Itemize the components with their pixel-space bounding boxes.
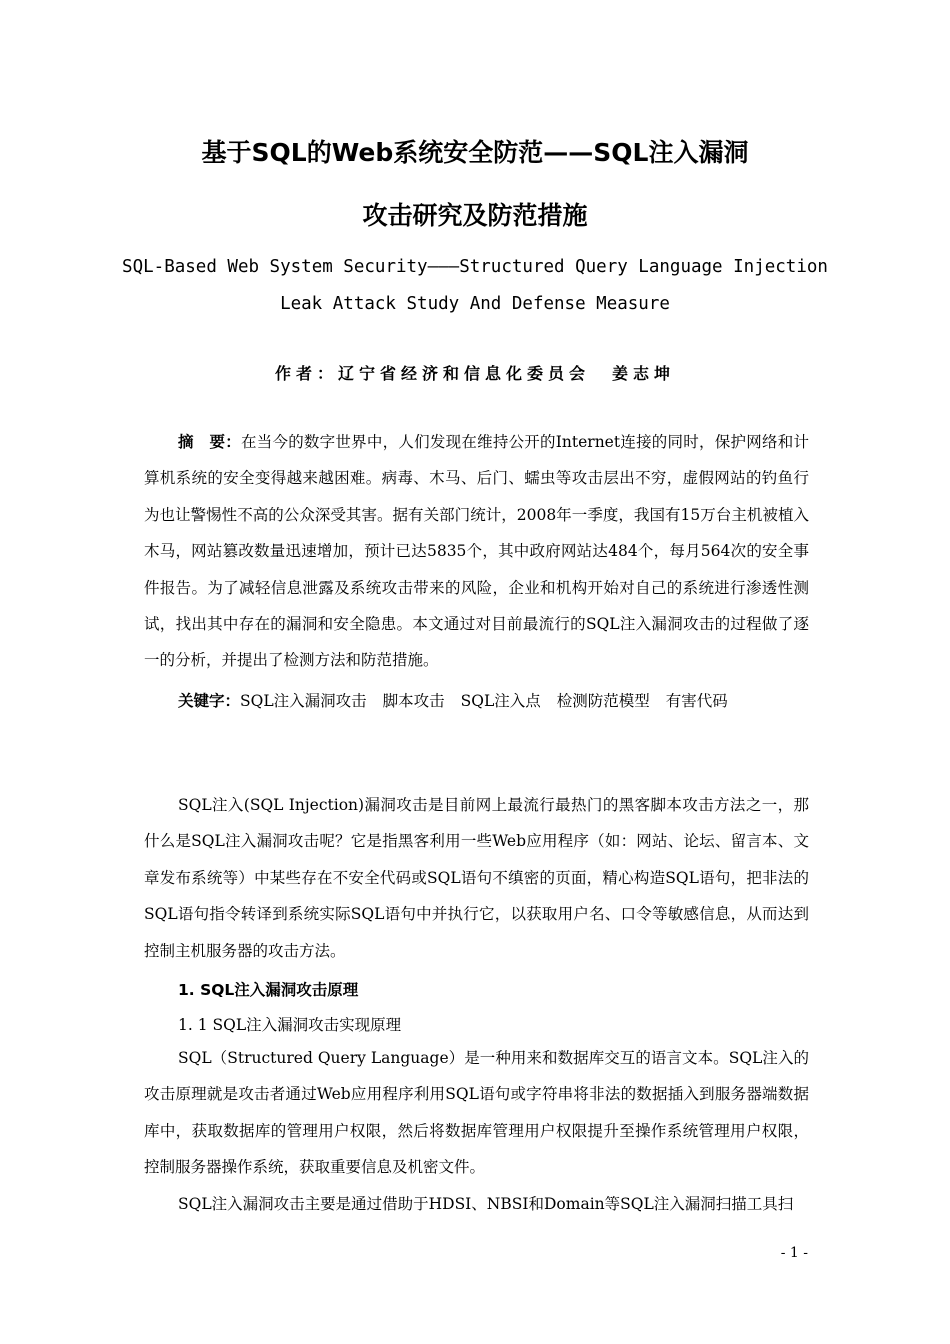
subsection-heading: 1. 1 SQL注入漏洞攻击实现原理 xyxy=(178,1016,402,1034)
section-heading: 1. SQL注入漏洞攻击原理 xyxy=(178,981,359,999)
body-paragraph: SQL注入漏洞攻击主要是通过借助于HDSI、NBSI和Domain等SQL注入漏洞扫描工具扫 xyxy=(178,1195,794,1213)
body-paragraph: SQL（Structured Query Language）是一种用来和数据库交互的语言文本。SQL注入的攻击原理就是攻击者通过Web应用程序利用SQL语句或字符串将非法的数据插入到服务器端数据库中，获取数据库的管理用户权限，然后将数据库管理用户权限提升至操作系统管理用户权限，控制服务器操作系统，获取重要信息及机密文件。 xyxy=(144,1049,809,1177)
keyword-item: SQL注入点 xyxy=(460,692,541,710)
keyword-item: 有害代码 xyxy=(665,692,728,710)
keywords-label: 关键字： xyxy=(178,692,241,710)
keywords-paragraph xyxy=(144,683,809,719)
title-chinese-line-2: 攻击研究及防范措施 xyxy=(362,201,588,230)
intro-paragraph: SQL注入(SQL Injection)漏洞攻击是目前网上最流行最热门的黑客脚本攻击方法之一，那什么是SQL注入漏洞攻击呢？它是指黑客利用一些Web应用程序（如：网站、论坛、留言本、文章发布系统等）中某些存在不安全代码或SQL语句不缜密的页面，精心构造SQL语句，把非法的SQL语句指令转译到系统实际SQL语句中并执行它，以获取用户名、口令等敏感信息，从而达到控制主机服务器的攻击方法。 xyxy=(144,796,809,960)
title-chinese-line-1: 基于SQL的Web系统安全防范——SQL注入漏洞 xyxy=(201,138,749,167)
abstract-paragraph xyxy=(144,424,809,679)
keyword-item: 脚本攻击 xyxy=(382,692,445,710)
keyword-item: 检测防范模型 xyxy=(556,692,650,710)
abstract-text: 在当今的数字世界中，人们发现在维持公开的Internet连接的同时，保护网络和计算机系统的安全变得越来越困难。病毒、木马、后门、蠕虫等攻击层出不穷，虚假网站的钓鱼行为也让警惕性不高的公众深受其害。据有关部门统计，2008年一季度，我国有15万台主机被植入木马，网站篡改数量迅速增加，预计已达5835个，其中政府网站达484个，每月564次的安全事件报告。为了减轻信息泄露及系统攻击带来的风险，企业和机构开始对自己的系统进行渗透性测试，找出其中存在的漏洞和安全隐患。本文通过对目前最流行的SQL注入漏洞攻击的过程做了逐一的分析，并提出了检测方法和防范措施。 xyxy=(144,433,809,670)
abstract-label: 摘 要： xyxy=(178,433,241,451)
author-line xyxy=(0,363,950,385)
title-english-line-1: SQL-Based Web System Security———Structured Query Language Injection xyxy=(122,257,828,277)
author-name: 姜志坤 xyxy=(612,364,676,383)
title-english-line-2: Leak Attack Study And Defense Measure xyxy=(280,294,670,314)
page-number: - 1 - xyxy=(780,1245,808,1261)
keyword-item: SQL注入漏洞攻击 xyxy=(240,692,367,710)
author-organization: 辽宁省经济和信息化委员会 xyxy=(337,364,590,383)
author-label: 作者： xyxy=(274,364,338,383)
